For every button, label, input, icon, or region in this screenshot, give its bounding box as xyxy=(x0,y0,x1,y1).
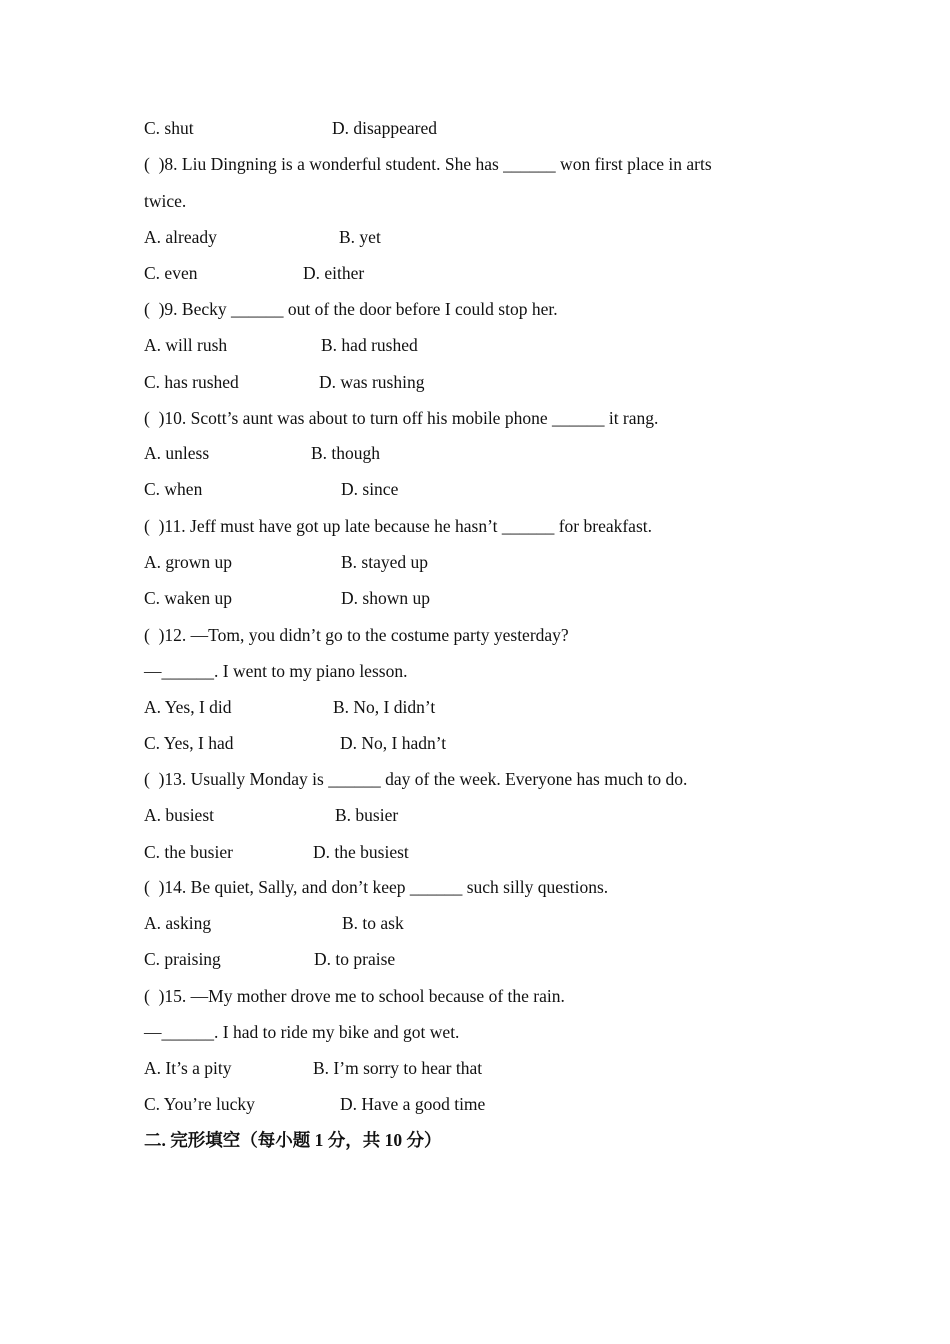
q12-option-a: A. Yes, I did xyxy=(144,697,232,717)
q15-option-d: D. Have a good time xyxy=(340,1094,486,1114)
q10-stem: ( )10. Scott’s aunt was about to turn off his mobile phone ______ it rang. xyxy=(144,408,659,428)
q14-stem: ( )14. Be quiet, Sally, and don’t keep ______ such silly questions. xyxy=(144,877,609,897)
section-heading-cloze: 二. 完形填空（每小题 1 分，共 10 分） xyxy=(144,1130,442,1150)
q9-option-b: B. had rushed xyxy=(321,335,418,355)
q10-option-b: B. though xyxy=(311,443,381,463)
q12-option-c: C. Yes, I had xyxy=(144,733,234,753)
q7-option-c: C. shut xyxy=(144,118,194,138)
q10-option-a: A. unless xyxy=(144,443,210,463)
q11-option-d: D. shown up xyxy=(341,588,430,608)
q8-stem: ( )8. Liu Dingning is a wonderful student. She has ______ won first place in arts xyxy=(144,154,712,174)
q15-stem: ( )15. —My mother drove me to school because of the rain. xyxy=(144,986,565,1006)
q15-option-c: C. You’re lucky xyxy=(144,1094,255,1114)
q13-stem: ( )13. Usually Monday is ______ day of the week. Everyone has much to do. xyxy=(144,769,688,789)
q13-option-d: D. the busiest xyxy=(313,842,409,862)
q11-option-c: C. waken up xyxy=(144,588,232,608)
q12-stem: ( )12. —Tom, you didn’t go to the costume party yesterday? xyxy=(144,625,569,645)
q12-stem-cont: —______. I went to my piano lesson. xyxy=(144,661,408,681)
q10-option-d: D. since xyxy=(341,479,399,499)
q8-option-c: C. even xyxy=(144,263,198,283)
q11-option-a: A. grown up xyxy=(144,552,232,572)
q9-option-a: A. will rush xyxy=(144,335,228,355)
q11-option-b: B. stayed up xyxy=(341,552,429,572)
q8-option-d: D. either xyxy=(303,263,365,283)
q9-option-c: C. has rushed xyxy=(144,372,239,392)
q7-option-d: D. disappeared xyxy=(332,118,437,138)
q14-option-b: B. to ask xyxy=(342,913,404,933)
q13-option-c: C. the busier xyxy=(144,842,233,862)
q10-option-c: C. when xyxy=(144,479,203,499)
q15-stem-cont: —______. I had to ride my bike and got wet. xyxy=(144,1022,460,1042)
q13-option-a: A. busiest xyxy=(144,805,214,825)
q15-option-a: A. It’s a pity xyxy=(144,1058,232,1078)
q8-option-b: B. yet xyxy=(339,227,381,247)
q14-option-a: A. asking xyxy=(144,913,212,933)
q12-option-d: D. No, I hadn’t xyxy=(340,733,447,753)
q8-stem-cont: twice. xyxy=(144,191,187,211)
q11-stem: ( )11. Jeff must have got up late because he hasn’t ______ for breakfast. xyxy=(144,516,652,536)
q14-option-c: C. praising xyxy=(144,949,221,969)
q9-stem: ( )9. Becky ______ out of the door before I could stop her. xyxy=(144,299,558,319)
q13-option-b: B. busier xyxy=(335,805,399,825)
q12-option-b: B. No, I didn’t xyxy=(333,697,436,717)
q8-option-a: A. already xyxy=(144,227,217,247)
q9-option-d: D. was rushing xyxy=(319,372,425,392)
q15-option-b: B. I’m sorry to hear that xyxy=(313,1058,483,1078)
q14-option-d: D. to praise xyxy=(314,949,396,969)
